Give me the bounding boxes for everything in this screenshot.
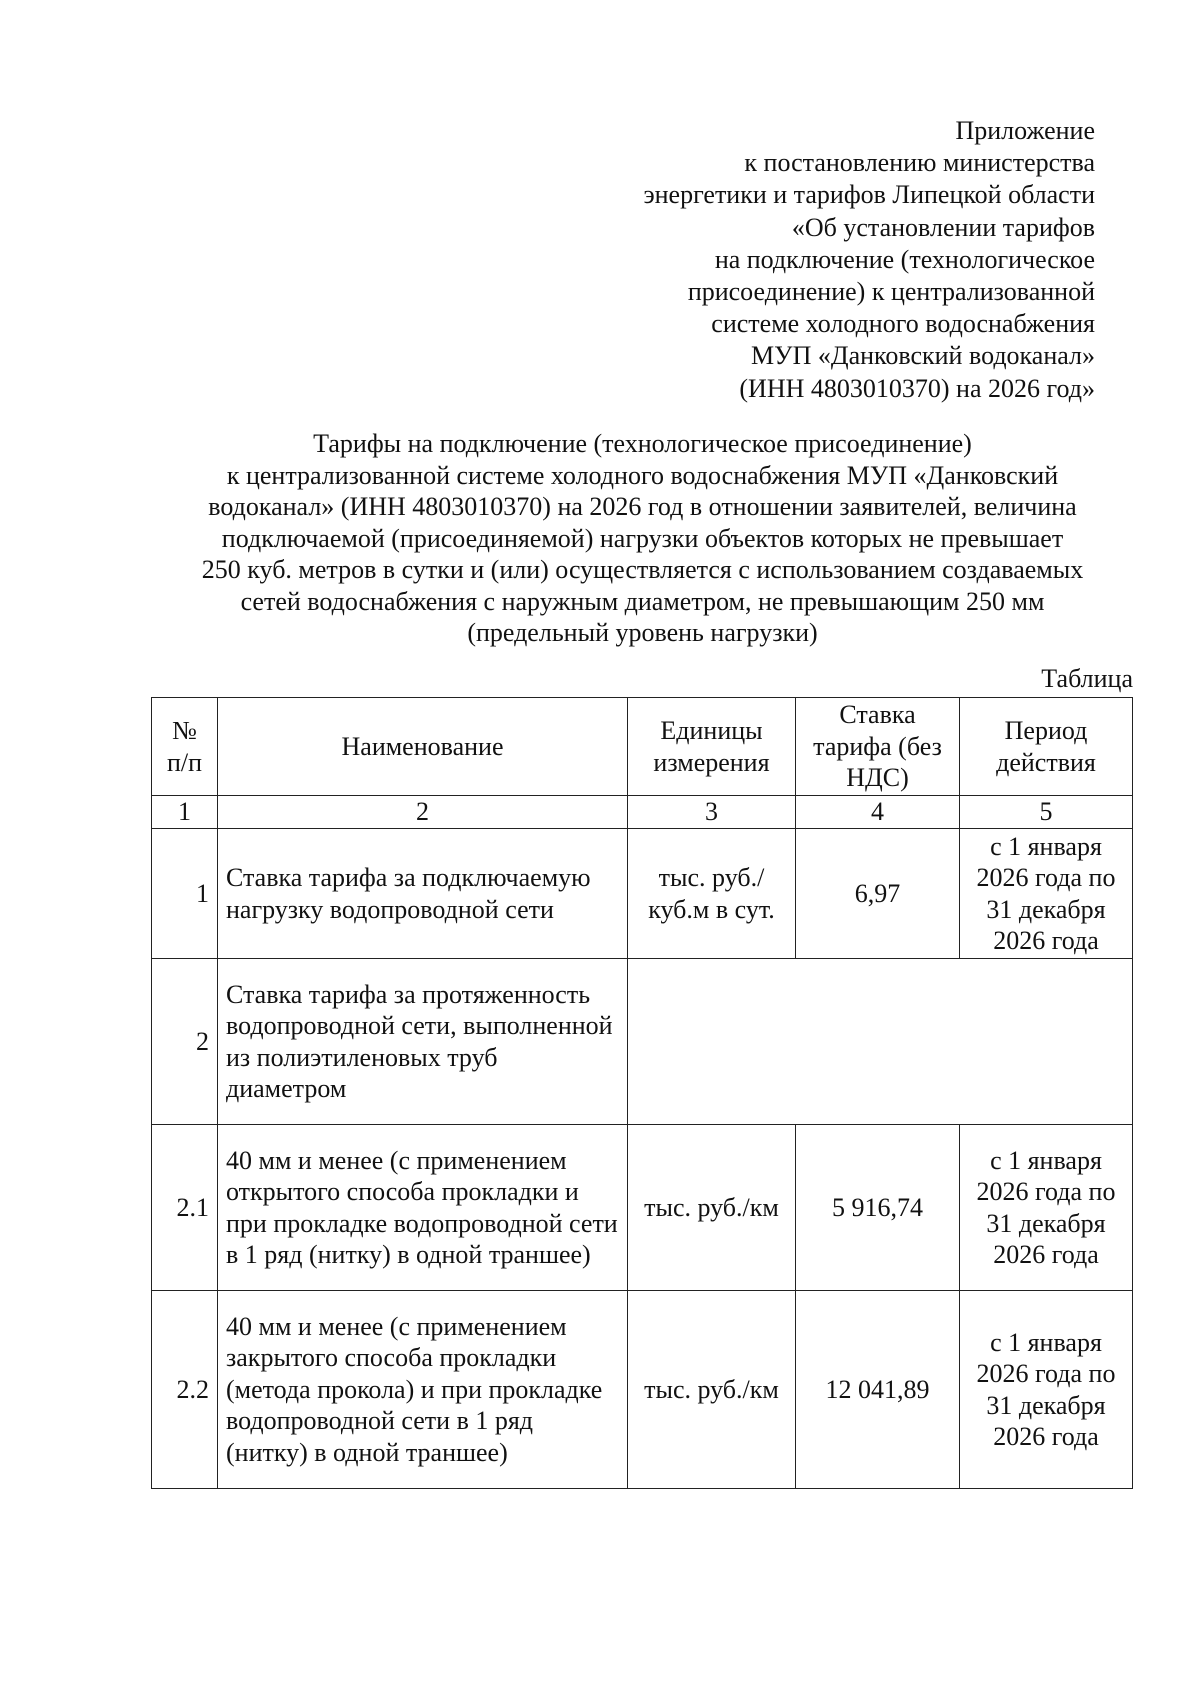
appendix-line: энергетики и тарифов Липецкой области bbox=[643, 180, 1095, 210]
header-rate: Ставка тарифа (без НДС) bbox=[796, 698, 960, 796]
appendix-line: системе холодного водоснабжения bbox=[711, 309, 1095, 339]
header-period: Период действия bbox=[960, 698, 1133, 796]
row-unit: тыс. руб./км bbox=[628, 1125, 796, 1291]
document-title bbox=[150, 428, 1135, 649]
title-line: 250 куб. метров в сутки и (или) осуществляется с использованием создаваемых bbox=[201, 555, 1084, 584]
title-line: водоканал» (ИНН 4803010370) на 2026 год в отношении заявителей, величина bbox=[208, 492, 1077, 521]
column-number: 1 bbox=[152, 796, 218, 829]
title-line: (предельный уровень нагрузки) bbox=[467, 618, 818, 647]
row-num: 2.1 bbox=[152, 1125, 218, 1291]
header-name: Наименование bbox=[218, 698, 628, 796]
column-number: 3 bbox=[628, 796, 796, 829]
tariff-table bbox=[151, 697, 1133, 1489]
appendix-line: «Об установлении тарифов bbox=[791, 212, 1095, 242]
table-row bbox=[152, 829, 1133, 959]
table-row bbox=[152, 1125, 1133, 1291]
row-period: с 1 января 2026 года по 31 декабря 2026 года bbox=[960, 1291, 1133, 1489]
row-num: 2 bbox=[152, 959, 218, 1125]
header-num: № п/п bbox=[152, 698, 218, 796]
row-name: 40 мм и менее (с применением открытого способа прокладки и при прокладке водопроводной сети в 1 ряд (нитку) в одной траншее) bbox=[218, 1125, 628, 1291]
row-name: Ставка тарифа за протяженность водопроводной сети, выполненной из полиэтиленовых труб диаметром bbox=[218, 959, 628, 1125]
row-rate: 5 916,74 bbox=[796, 1125, 960, 1291]
table-row bbox=[152, 1291, 1133, 1489]
row-rate: 12 041,89 bbox=[796, 1291, 960, 1489]
row-num: 1 bbox=[152, 829, 218, 959]
row-num: 2.2 bbox=[152, 1291, 218, 1489]
row-name: Ставка тарифа за подключаемую нагрузку водопроводной сети bbox=[218, 829, 628, 959]
header-row bbox=[152, 698, 1133, 796]
column-number: 5 bbox=[960, 796, 1133, 829]
appendix-line: присоединение) к централизованной bbox=[687, 277, 1095, 307]
row-empty-merged bbox=[628, 959, 1133, 1125]
column-number: 2 bbox=[218, 796, 628, 829]
appendix-line: к постановлению министерства bbox=[744, 148, 1095, 178]
title-line: сетей водоснабжения с наружным диаметром, не превышающим 250 мм bbox=[240, 586, 1045, 616]
title-line: подключаемой (присоединяемой) нагрузки объектов которых не превышает bbox=[221, 523, 1064, 553]
column-number-row bbox=[152, 796, 1133, 829]
row-unit: тыс. руб./ куб.м в сут. bbox=[628, 829, 796, 959]
title-line: к централизованной системе холодного водоснабжения МУП «Данковский bbox=[226, 460, 1059, 490]
row-name: 40 мм и менее (с применением закрытого способа прокладки (метода прокола) и при прокладке водопроводной сети в 1 ряд (нитку) в одной траншее) bbox=[218, 1291, 628, 1489]
row-period: с 1 января 2026 года по 31 декабря 2026 года bbox=[960, 829, 1133, 959]
header-unit: Единицы измерения bbox=[628, 698, 796, 796]
row-rate: 6,97 bbox=[796, 829, 960, 959]
row-period: с 1 января 2026 года по 31 декабря 2026 года bbox=[960, 1125, 1133, 1291]
row-unit: тыс. руб./км bbox=[628, 1291, 796, 1489]
appendix-line: Приложение bbox=[955, 116, 1095, 145]
appendix-line: на подключение (технологическое bbox=[714, 244, 1095, 274]
appendix-line: МУП «Данковский водоканал» bbox=[751, 341, 1095, 371]
table-caption: Таблица bbox=[1041, 664, 1133, 693]
column-number: 4 bbox=[796, 796, 960, 829]
title-line: Тарифы на подключение (технологическое присоединение) bbox=[313, 429, 972, 458]
appendix-line: (ИНН 4803010370) на 2026 год» bbox=[739, 373, 1095, 403]
table-row bbox=[152, 959, 1133, 1125]
appendix-block bbox=[395, 115, 1095, 405]
